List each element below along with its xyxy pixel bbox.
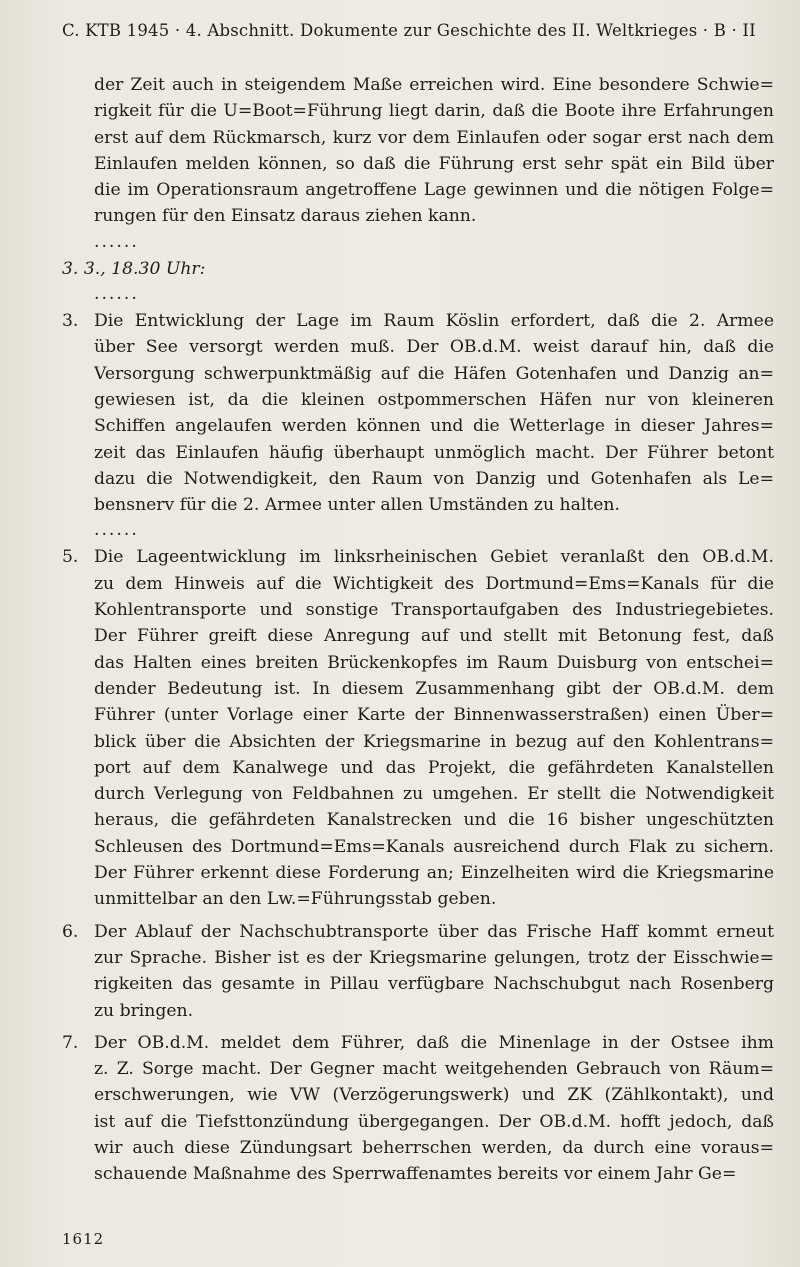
list-item-6	[62, 919, 774, 1024]
running-head: C. KTB 1945 · 4. Abschnitt. Dokumente zur Geschichte des II. Weltkrieges · B · II	[62, 21, 756, 40]
text-line: blick über die Absichten der Kriegsmarine in bezug auf den Kohlentrans=	[94, 731, 774, 752]
list-item-3	[62, 308, 774, 518]
list-item-7	[62, 1030, 774, 1188]
text-line: rigkeiten das gesamte in Pillau verfügbare Nachschubgut nach Rosenberg	[94, 974, 774, 995]
text-line: Der OB.d.M. meldet dem Führer, daß die Minenlage in der Ostsee ihm	[94, 1032, 774, 1053]
text-line: bensnerv für die 2. Armee unter allen Umständen zu halten.	[94, 495, 620, 516]
page-number: 1612	[62, 1230, 105, 1248]
item-number: 7.	[62, 1032, 79, 1053]
text-line: gewiesen ist, da die kleinen ostpommerschen Häfen nur von kleineren	[94, 389, 774, 410]
text-line: dazu die Notwendigkeit, den Raum von Danzig und Gotenhafen als Le=	[94, 468, 774, 489]
text-line: Kohlentransporte und sonstige Transportaufgaben des Industriegebietes.	[94, 600, 774, 621]
text-line: z. Z. Sorge macht. Der Gegner macht weitgehenden Gebrauch von Räum=	[94, 1059, 774, 1080]
text-line: erschwerungen, wie VW (Verzögerungswerk) und ZK (Zählkontakt), und	[94, 1085, 774, 1106]
text-line: wir auch diese Zündungsart beherrschen werden, da durch eine voraus=	[94, 1137, 774, 1158]
text-line: Einlaufen melden können, so daß die Führung erst sehr spät ein Bild über	[94, 153, 774, 174]
text-line: zu bringen.	[94, 1000, 194, 1021]
body-text	[62, 72, 774, 1188]
text-line: unmittelbar an den Lw.=Führungsstab geben.	[94, 889, 497, 910]
text-line: das Halten eines breiten Brückenkopfes im Raum Duisburg von entschei=	[94, 652, 774, 673]
text-line: die im Operationsraum angetroffene Lage gewinnen und die nötigen Folge=	[94, 180, 774, 201]
text-line: Die Entwicklung der Lage im Raum Köslin erfordert, daß die 2. Armee	[94, 311, 774, 332]
text-line: rigkeit für die U=Boot=Führung liegt darin, daß die Boote ihre Erfahrungen	[94, 101, 774, 122]
text-line: Der Führer greift diese Anregung auf und stellt mit Betonung fest, daß	[94, 626, 774, 647]
text-line: schauende Maßnahme des Sperrwaffenamtes bereits vor einem Jahr Ge=	[94, 1164, 737, 1185]
text-line: über See versorgt werden muß. Der OB.d.M. weist darauf hin, daß die	[94, 337, 774, 358]
text-line: heraus, die gefährdeten Kanalstrecken und die 16 bisher ungeschützten	[94, 810, 774, 831]
text-line: der Zeit auch in steigendem Maße erreichen wird. Eine besondere Schwie=	[94, 75, 774, 95]
time-heading: 3. 3., 18.30 Uhr:	[62, 258, 206, 279]
omission-mark: ......	[94, 284, 139, 305]
item-number: 5.	[62, 547, 79, 568]
text-line: Schiffen angelaufen werden können und die Wetterlage in dieser Jahres=	[94, 416, 774, 437]
text-line: erst auf dem Rückmarsch, kurz vor dem Einlaufen oder sogar erst nach dem	[94, 127, 774, 148]
text-line: Führer (unter Vorlage einer Karte der Binnenwasserstraßen) einen Über=	[94, 705, 774, 726]
omission-mark: ......	[94, 231, 139, 252]
text-line: Der Führer erkennt diese Forderung an; Einzelheiten wird die Kriegsmarine	[94, 863, 774, 884]
list-item-5	[62, 544, 774, 912]
text-line: zu dem Hinweis auf die Wichtigkeit des Dortmund=Ems=Kanals für die	[94, 573, 774, 594]
text-line: ist auf die Tiefsttonzündung übergegangen. Der OB.d.M. hofft jedoch, daß	[94, 1111, 774, 1132]
text-line: zeit das Einlaufen häufig überhaupt unmöglich macht. Der Führer betont	[94, 442, 774, 463]
text-line: dender Bedeutung ist. In diesem Zusammenhang gibt der OB.d.M. dem	[94, 678, 774, 699]
text-line: Schleusen des Dortmund=Ems=Kanals ausreichend durch Flak zu sichern.	[94, 836, 774, 857]
text-line: zur Sprache. Bisher ist es der Kriegsmarine gelungen, trotz der Eisschwie=	[94, 947, 774, 968]
text-line: rungen für den Einsatz daraus ziehen kann.	[94, 206, 477, 227]
text-line: Versorgung schwerpunktmäßig auf die Häfen Gotenhafen und Danzig an=	[94, 363, 774, 384]
omission-mark: ......	[94, 520, 139, 541]
text-line: Die Lageentwicklung im linksrheinischen Gebiet veranlaßt den OB.d.M.	[94, 547, 774, 568]
text-line: durch Verlegung von Feldbahnen zu umgehen. Er stellt die Notwendigkeit	[94, 784, 774, 805]
text-line: port auf dem Kanalwege und das Projekt, die gefährdeten Kanalstellen	[94, 757, 774, 778]
intro-paragraph	[62, 72, 774, 230]
text-line: Der Ablauf der Nachschubtransporte über das Frische Haff kommt erneut	[94, 921, 774, 942]
item-number: 3.	[62, 311, 79, 332]
item-number: 6.	[62, 921, 79, 942]
